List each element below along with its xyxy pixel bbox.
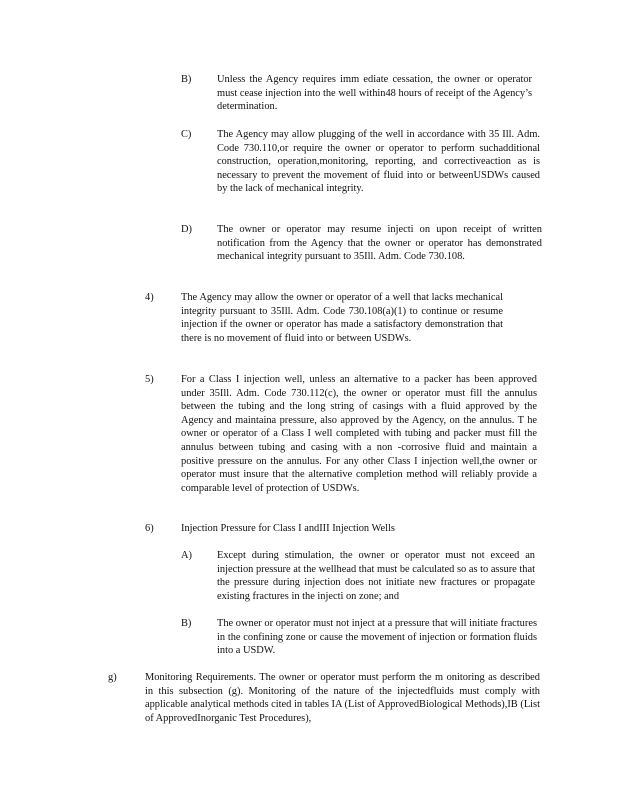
item-label: B)	[181, 74, 192, 85]
item-text: The Agency may allow the owner or operator of a well that lacks mechanical integrity pursuant to 35Ill. Adm. Code 730.108(a)(1) to continue or resume injection if the owner or operator has made a satisfactory demonstration that there is no movement of fluid into or between USDWs.	[181, 292, 503, 344]
item-text: Except during stimulation, the owner or operator must not exceed an injection pressure at the wellhead that must be calculated so as to assure that the pressure during injection does not initiate new fractures or propagate existing fractures in the injecti on zone; and	[217, 550, 535, 602]
item-label: 4)	[145, 292, 154, 303]
item-label: 5)	[145, 374, 154, 385]
item-label: B)	[181, 618, 192, 629]
item-text: For a Class I injection well, unless an alternative to a packer has been approved under 35Ill. Adm. Code 730.112(c), the owner or operator must fill the annulus between the tubing and the long string of casings with a fluid approved by the Agency and maintaina pressure, also approved by the Agency, on the annulus. T he owner or operator of a Class I well completed with tubing and packer must fill the annulus between tubing and casing with a non -corrosive fluid and maintain a positive pressure on the annulus. For any other Class I injection well,the owner or operator must insure that the alternative completion method will reliably provide a comparable level of protection of USDWs.	[181, 374, 537, 494]
item-heading: Injection Pressure for Class I andIII Injection Wells	[181, 523, 395, 534]
item-text: The Agency may allow plugging of the well in accordance with 35 Ill. Adm. Code 730.110,or require the owner or operator to perform suchadditional construction, operation,monitoring, reporting, and correctiveaction as is necessary to prevent the movement of fluid into or betweenUSDWs caused by the lack of mechanical integrity.	[217, 129, 540, 195]
item-label: D)	[181, 224, 192, 235]
item-label: C)	[181, 129, 192, 140]
item-text: The owner or operator must not inject at a pressure that will initiate fractures in the confining zone or cause the movement of injection or formation fluids into a USDW.	[217, 618, 537, 657]
item-label: 6)	[145, 523, 154, 534]
item-label: g)	[108, 672, 117, 683]
item-text: Unless the Agency requires imm ediate cessation, the owner or operator must cease injection into the well within48 hours of receipt of the Agency’s determination.	[217, 74, 532, 113]
item-text: Monitoring Requirements. The owner or operator must perform the m onitoring as described in this subsection (g). Monitoring of the nature of the injectedfluids must comply with applicable analytical methods cited in tables IA (List of ApprovedBiological Methods),IB (List of ApprovedInorganic Test Procedures),	[145, 672, 540, 724]
item-label: A)	[181, 550, 192, 561]
item-text: The owner or operator may resume injecti on upon receipt of written notification from the Agency that the owner or operator has demonstrated mechanical integrity pursuant to 35Ill. Adm. Code 730.108.	[217, 224, 542, 263]
